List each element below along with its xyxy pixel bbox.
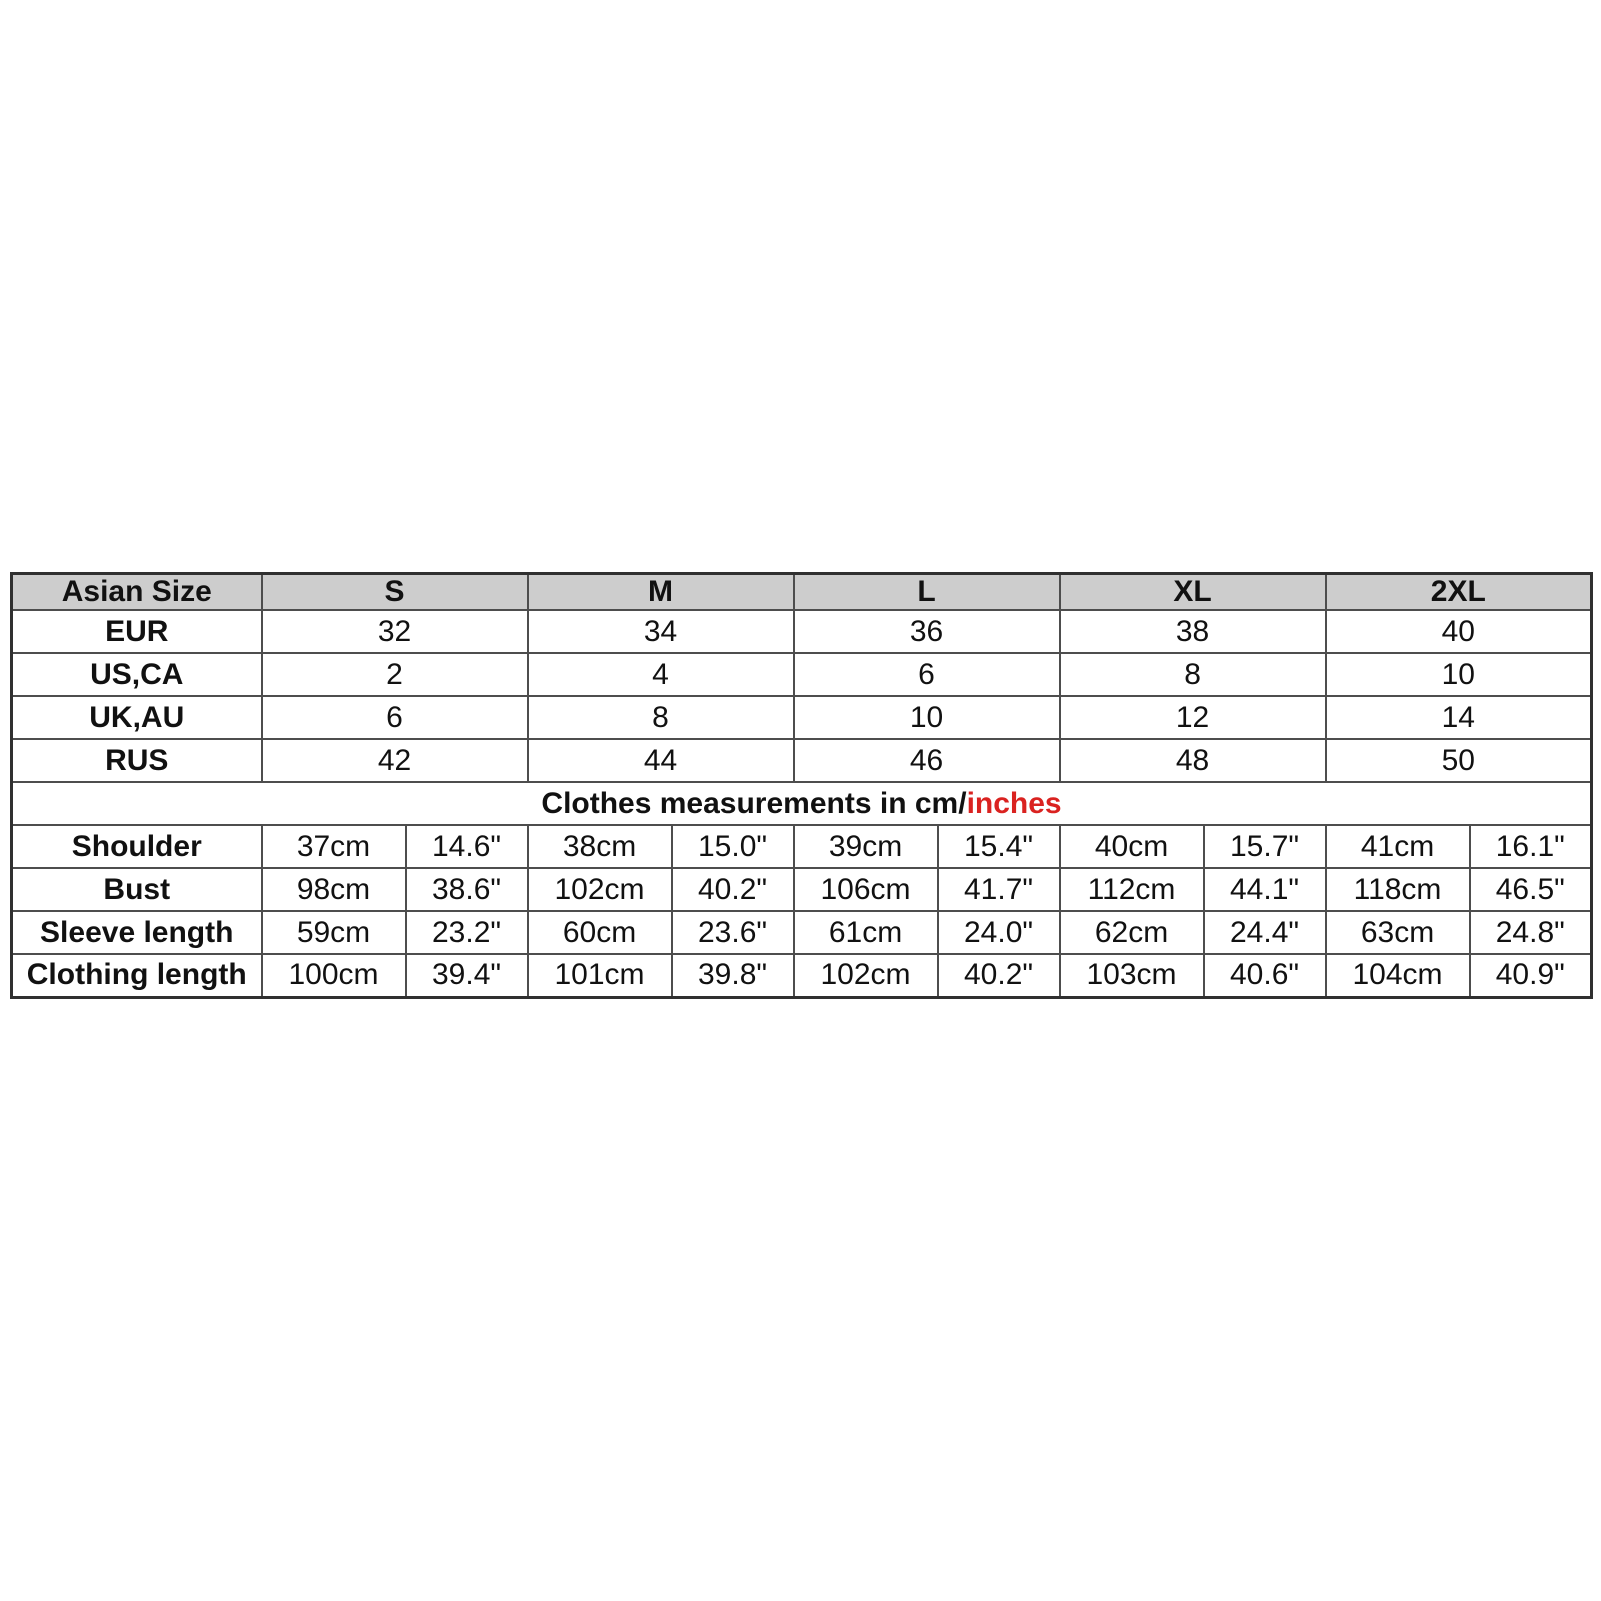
table-cell-inches: 15.4" <box>938 825 1060 868</box>
row-bust <box>12 868 1592 911</box>
table-cell: 44 <box>528 739 794 782</box>
table-cell-cm: 39cm <box>794 825 938 868</box>
table-cell: 8 <box>1060 653 1326 696</box>
table-cell: 38 <box>1060 610 1326 653</box>
table-cell-cm: 102cm <box>794 954 938 997</box>
table-cell-cm: 41cm <box>1326 825 1470 868</box>
table-cell-inches: 15.0" <box>672 825 794 868</box>
row-label: US,CA <box>12 653 262 696</box>
row-label: EUR <box>12 610 262 653</box>
table-cell-cm: 100cm <box>262 954 406 997</box>
table-cell-inches: 24.0" <box>938 911 1060 954</box>
table-cell-inches: 46.5" <box>1470 868 1592 911</box>
section-title-row <box>12 782 1592 825</box>
row-eur <box>12 610 1592 653</box>
table-cell: 6 <box>794 653 1060 696</box>
header-cell-size-m: M <box>528 574 794 611</box>
table-cell: 40 <box>1326 610 1592 653</box>
table-cell-inches: 41.7" <box>938 868 1060 911</box>
row-sleeve-length <box>12 911 1592 954</box>
row-label: Shoulder <box>12 825 262 868</box>
row-us-ca <box>12 653 1592 696</box>
header-row <box>12 574 1592 611</box>
row-label: Bust <box>12 868 262 911</box>
table-cell: 46 <box>794 739 1060 782</box>
header-cell-size-s: S <box>262 574 528 611</box>
table-cell-cm: 102cm <box>528 868 672 911</box>
table-cell-cm: 106cm <box>794 868 938 911</box>
table-cell-inches: 40.2" <box>938 954 1060 997</box>
row-label: RUS <box>12 739 262 782</box>
table-cell-cm: 112cm <box>1060 868 1204 911</box>
table-cell: 12 <box>1060 696 1326 739</box>
table-cell-inches: 40.6" <box>1204 954 1326 997</box>
table-cell: 10 <box>1326 653 1592 696</box>
table-cell: 32 <box>262 610 528 653</box>
table-cell-cm: 101cm <box>528 954 672 997</box>
table-cell-inches: 39.4" <box>406 954 528 997</box>
section-title-black: Clothes measurements in cm/ <box>541 786 967 820</box>
table-cell: 14 <box>1326 696 1592 739</box>
row-label: Sleeve length <box>12 911 262 954</box>
table-cell-inches: 44.1" <box>1204 868 1326 911</box>
table-cell-cm: 63cm <box>1326 911 1470 954</box>
table-cell-cm: 103cm <box>1060 954 1204 997</box>
row-rus <box>12 739 1592 782</box>
table-cell-cm: 37cm <box>262 825 406 868</box>
table-cell-inches: 24.4" <box>1204 911 1326 954</box>
table-cell-cm: 38cm <box>528 825 672 868</box>
table-cell-inches: 38.6" <box>406 868 528 911</box>
table-cell-cm: 40cm <box>1060 825 1204 868</box>
row-clothing-length <box>12 954 1592 997</box>
row-uk-au <box>12 696 1592 739</box>
table-cell-inches: 14.6" <box>406 825 528 868</box>
table-cell-inches: 40.2" <box>672 868 794 911</box>
table-cell: 42 <box>262 739 528 782</box>
row-shoulder <box>12 825 1592 868</box>
table-cell-inches: 23.6" <box>672 911 794 954</box>
table-cell-inches: 15.7" <box>1204 825 1326 868</box>
table-cell: 10 <box>794 696 1060 739</box>
table-cell-cm: 60cm <box>528 911 672 954</box>
table-cell-cm: 98cm <box>262 868 406 911</box>
table-cell-cm: 59cm <box>262 911 406 954</box>
table-cell-inches: 24.8" <box>1470 911 1592 954</box>
table-cell-cm: 118cm <box>1326 868 1470 911</box>
header-cell-size-2xl: 2XL <box>1326 574 1592 611</box>
size-chart-table <box>10 572 1593 999</box>
table-cell-cm: 104cm <box>1326 954 1470 997</box>
table-cell: 8 <box>528 696 794 739</box>
table-cell: 34 <box>528 610 794 653</box>
table-cell: 36 <box>794 610 1060 653</box>
table-cell-inches: 40.9" <box>1470 954 1592 997</box>
header-cell-size-xl: XL <box>1060 574 1326 611</box>
table-cell: 2 <box>262 653 528 696</box>
table-cell-inches: 39.8" <box>672 954 794 997</box>
section-title-red: inches <box>966 786 1062 820</box>
table-cell-cm: 62cm <box>1060 911 1204 954</box>
table-cell-inches: 23.2" <box>406 911 528 954</box>
table-cell: 50 <box>1326 739 1592 782</box>
section-title-cell <box>12 782 1592 825</box>
table-cell-inches: 16.1" <box>1470 825 1592 868</box>
table-cell: 6 <box>262 696 528 739</box>
row-label: Clothing length <box>12 954 262 997</box>
header-cell-size-l: L <box>794 574 1060 611</box>
row-label: UK,AU <box>12 696 262 739</box>
header-cell-asian-size: Asian Size <box>12 574 262 611</box>
table-cell: 48 <box>1060 739 1326 782</box>
table-cell-cm: 61cm <box>794 911 938 954</box>
table-cell: 4 <box>528 653 794 696</box>
